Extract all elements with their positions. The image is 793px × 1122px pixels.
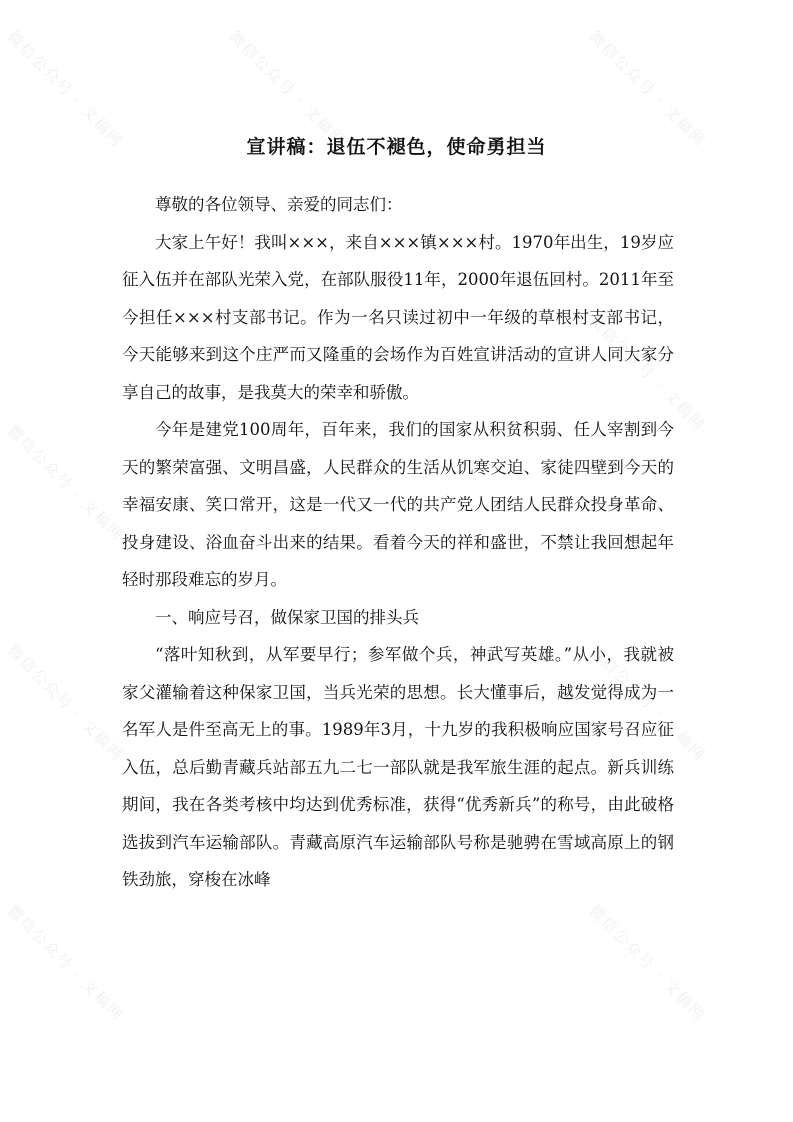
document-title: 宣讲稿：退伍不褪色，使命勇担当: [246, 136, 547, 158]
watermark: 微信公众号 · 文稿网: [225, 27, 350, 151]
watermark: 微信公众号 · 文稿网: [3, 421, 128, 545]
watermark: 微信公众号 · 文稿网: [585, 311, 710, 435]
document-body: [122, 186, 674, 899]
watermark: 微信公众号 · 文稿网: [3, 901, 128, 1025]
section-paragraph: “落叶知秋到，从军要早行；参军做个兵，神武写英雄。”从小，我就被家父灌输着这种保家卫国，当兵光荣的思想。长大懂事后，越发觉得成为一名军人是件至高无上的事。1989年3月，十九岁的我积极响应国家号召应征入伍，总后勤青藏兵站部五九二七一部队就是我军旅生涯的起点。新兵训练期间，我在各类考核中均达到优秀标准，获得“优秀新兵”的称号，由此破格选拔到汽车运输部队。青藏高原汽车运输部队号称是驰骋在雪域高原上的钢铁劲旅，穿梭在冰峰: [122, 645, 674, 889]
watermark: 微信公众号 · 文稿网: [585, 641, 710, 765]
body-paragraph: 大家上午好！我叫×××，来自×××镇×××村。1970年出生，19岁应征入伍并在部队光荣入党，在部队服役11年，2000年退伍回村。2011年至今担任×××村支部书记。作为一名只读过初中一年级的草根村支部书记，今天能够来到这个庄严而又隆重的会场作为百姓宣讲活动的宣讲人同大家分享自己的故事，是我莫大的荣幸和骄傲。: [122, 232, 674, 402]
watermark: 微信公众号 · 文稿网: [3, 641, 128, 765]
watermark: 微信公众号 · 文稿网: [585, 27, 710, 151]
salutation-paragraph: 尊敬的各位领导、亲爱的同志们：: [155, 195, 403, 214]
watermark: 微信公众号 · 文稿网: [585, 901, 710, 1025]
section-heading: 一、响应号召，做保家卫国的排头兵: [155, 607, 419, 627]
body-paragraph: 今年是建党100周年，百年来，我们的国家从积贫积弱、任人宰割到今天的繁荣富强、文明昌盛，人民群众的生活从饥寒交迫、家徒四壁到今天的幸福安康、笑口常开，这是一代又一代的共产党人团结人民群众投身革命、投身建设、浴血奋斗出来的结果。看着今天的祥和盛世，不禁让我回想起年轻时那段难忘的岁月。: [122, 420, 674, 589]
watermark: 微信公众号 · 文稿网: [3, 27, 128, 151]
